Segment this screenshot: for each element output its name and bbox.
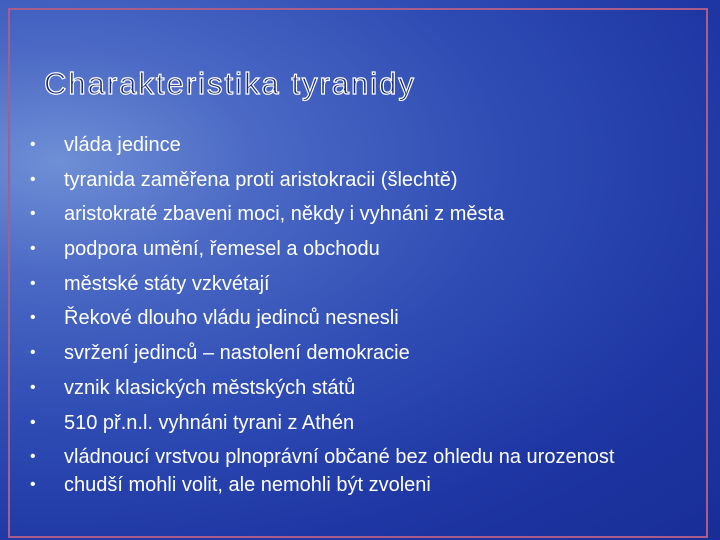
list-item: [28, 273, 628, 295]
bullet-text: 510 př.n.l. vyhnáni tyrani z Athén: [64, 411, 355, 434]
bullet-list: [28, 134, 628, 509]
bullet-icon: •: [30, 136, 36, 153]
list-item: [28, 412, 628, 434]
list-item: [28, 342, 628, 364]
bullet-icon: •: [30, 413, 36, 431]
bullet-icon: •: [30, 344, 36, 362]
bullet-text: svržení jedinců – nastolení demokracie: [64, 342, 410, 365]
slide-title: Charakteristika tyranidy: [44, 66, 416, 101]
bullet-icon: •: [30, 476, 36, 494]
bullet-icon: •: [30, 274, 36, 292]
bullet-icon: •: [30, 240, 36, 258]
bullet-text: vláda jedince: [64, 134, 181, 156]
bullet-text: aristokraté zbaveni moci, někdy i vyhnáni z města: [64, 203, 505, 226]
bullet-text: podpora umění, řemesel a obchodu: [64, 238, 380, 261]
list-item: [28, 474, 628, 496]
bullet-text: tyranida zaměřena proti aristokracii (šlechtě): [64, 168, 458, 191]
list-item: [28, 203, 628, 225]
bullet-text: městské státy vzkvétají: [64, 272, 270, 295]
list-item: [28, 307, 628, 329]
bullet-icon: •: [30, 378, 36, 396]
bullet-text: chudší mohli volit, ale nemohli být zvoleni: [64, 474, 431, 497]
bullet-icon: •: [30, 309, 36, 327]
bullet-icon: •: [30, 170, 36, 188]
list-item: [28, 377, 628, 399]
list-item: [28, 238, 628, 260]
bullet-text: Řekové dlouho vládu jedinců nesnesli: [64, 307, 399, 330]
bullet-icon: •: [30, 448, 36, 466]
list-item: [28, 169, 628, 191]
list-item: [28, 446, 628, 468]
bullet-icon: •: [30, 205, 36, 223]
bullet-text: vládnoucí vrstvou plnoprávní občané bez ohledu na urozenost: [64, 446, 615, 469]
bullet-text: vznik klasických městských států: [64, 376, 356, 399]
list-item: [28, 134, 628, 156]
